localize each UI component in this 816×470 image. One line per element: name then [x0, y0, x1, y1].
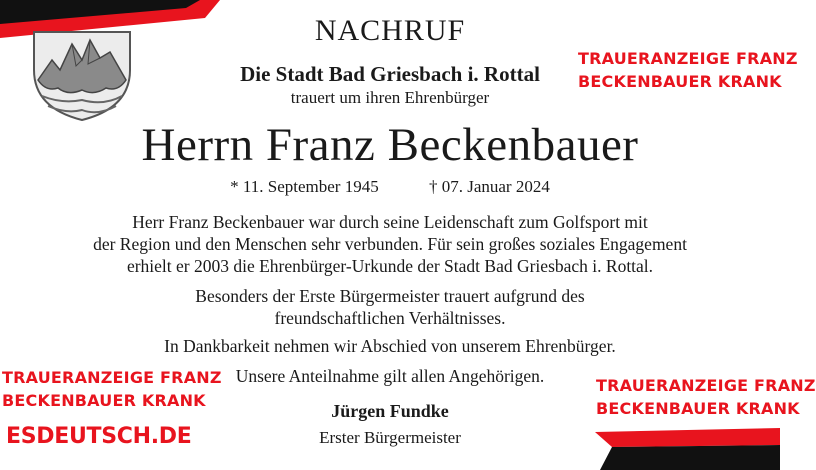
tag-line: BECKENBAUER KRANK — [596, 399, 800, 418]
mayor-paragraph — [0, 285, 780, 329]
tribute-paragraph — [0, 211, 780, 277]
birth-date: * 11. September 1945 — [230, 177, 379, 196]
signer-name: Jürgen Fundke — [331, 401, 449, 421]
overlay-tag-bottom-right — [596, 374, 816, 420]
city-name: Die Stadt Bad Griesbach i. Rottal — [240, 62, 540, 86]
tag-line: TRAUERANZEIGE FRANZ — [2, 368, 222, 387]
signer-role: Erster Bürgermeister — [319, 428, 461, 447]
notice-heading: NACHRUF — [314, 14, 466, 47]
notice-subtitle: trauert um ihren Ehrenbürger — [290, 88, 490, 107]
paragraph-line: Besonders der Erste Bürgermeister trauert aufgrund des — [195, 286, 585, 306]
site-brand: ESDEUTSCH.DE — [6, 424, 192, 449]
bottom-right-dark-band — [600, 445, 780, 470]
tag-line: BECKENBAUER KRANK — [578, 72, 782, 91]
condolence-line: Unsere Anteilnahme gilt allen Angehörigen. — [235, 366, 545, 386]
death-date: † 07. Januar 2024 — [428, 177, 550, 196]
paragraph-line: Herr Franz Beckenbauer war durch seine Leidenschaft zum Golfsport mit — [132, 212, 648, 232]
paragraph-line: der Region und den Menschen sehr verbunden. Für sein großes soziales Engagement — [93, 234, 687, 254]
overlay-tag-bottom-left — [2, 366, 222, 412]
tag-line: TRAUERANZEIGE FRANZ — [596, 376, 816, 395]
paragraph-line: erhielt er 2003 die Ehrenbürger-Urkunde der Stadt Bad Griesbach i. Rottal. — [126, 256, 654, 276]
farewell-line: In Dankbarkeit nehmen wir Abschied von unserem Ehrenbürger. — [164, 336, 616, 356]
tag-line: TRAUERANZEIGE FRANZ — [578, 49, 798, 68]
deceased-name: Herrn Franz Beckenbauer — [141, 119, 639, 171]
overlay-tag-top-right — [578, 47, 798, 93]
tag-line: BECKENBAUER KRANK — [2, 391, 206, 410]
paragraph-line: freundschaftlichen Verhältnisses. — [274, 308, 506, 328]
life-dates — [0, 177, 780, 197]
